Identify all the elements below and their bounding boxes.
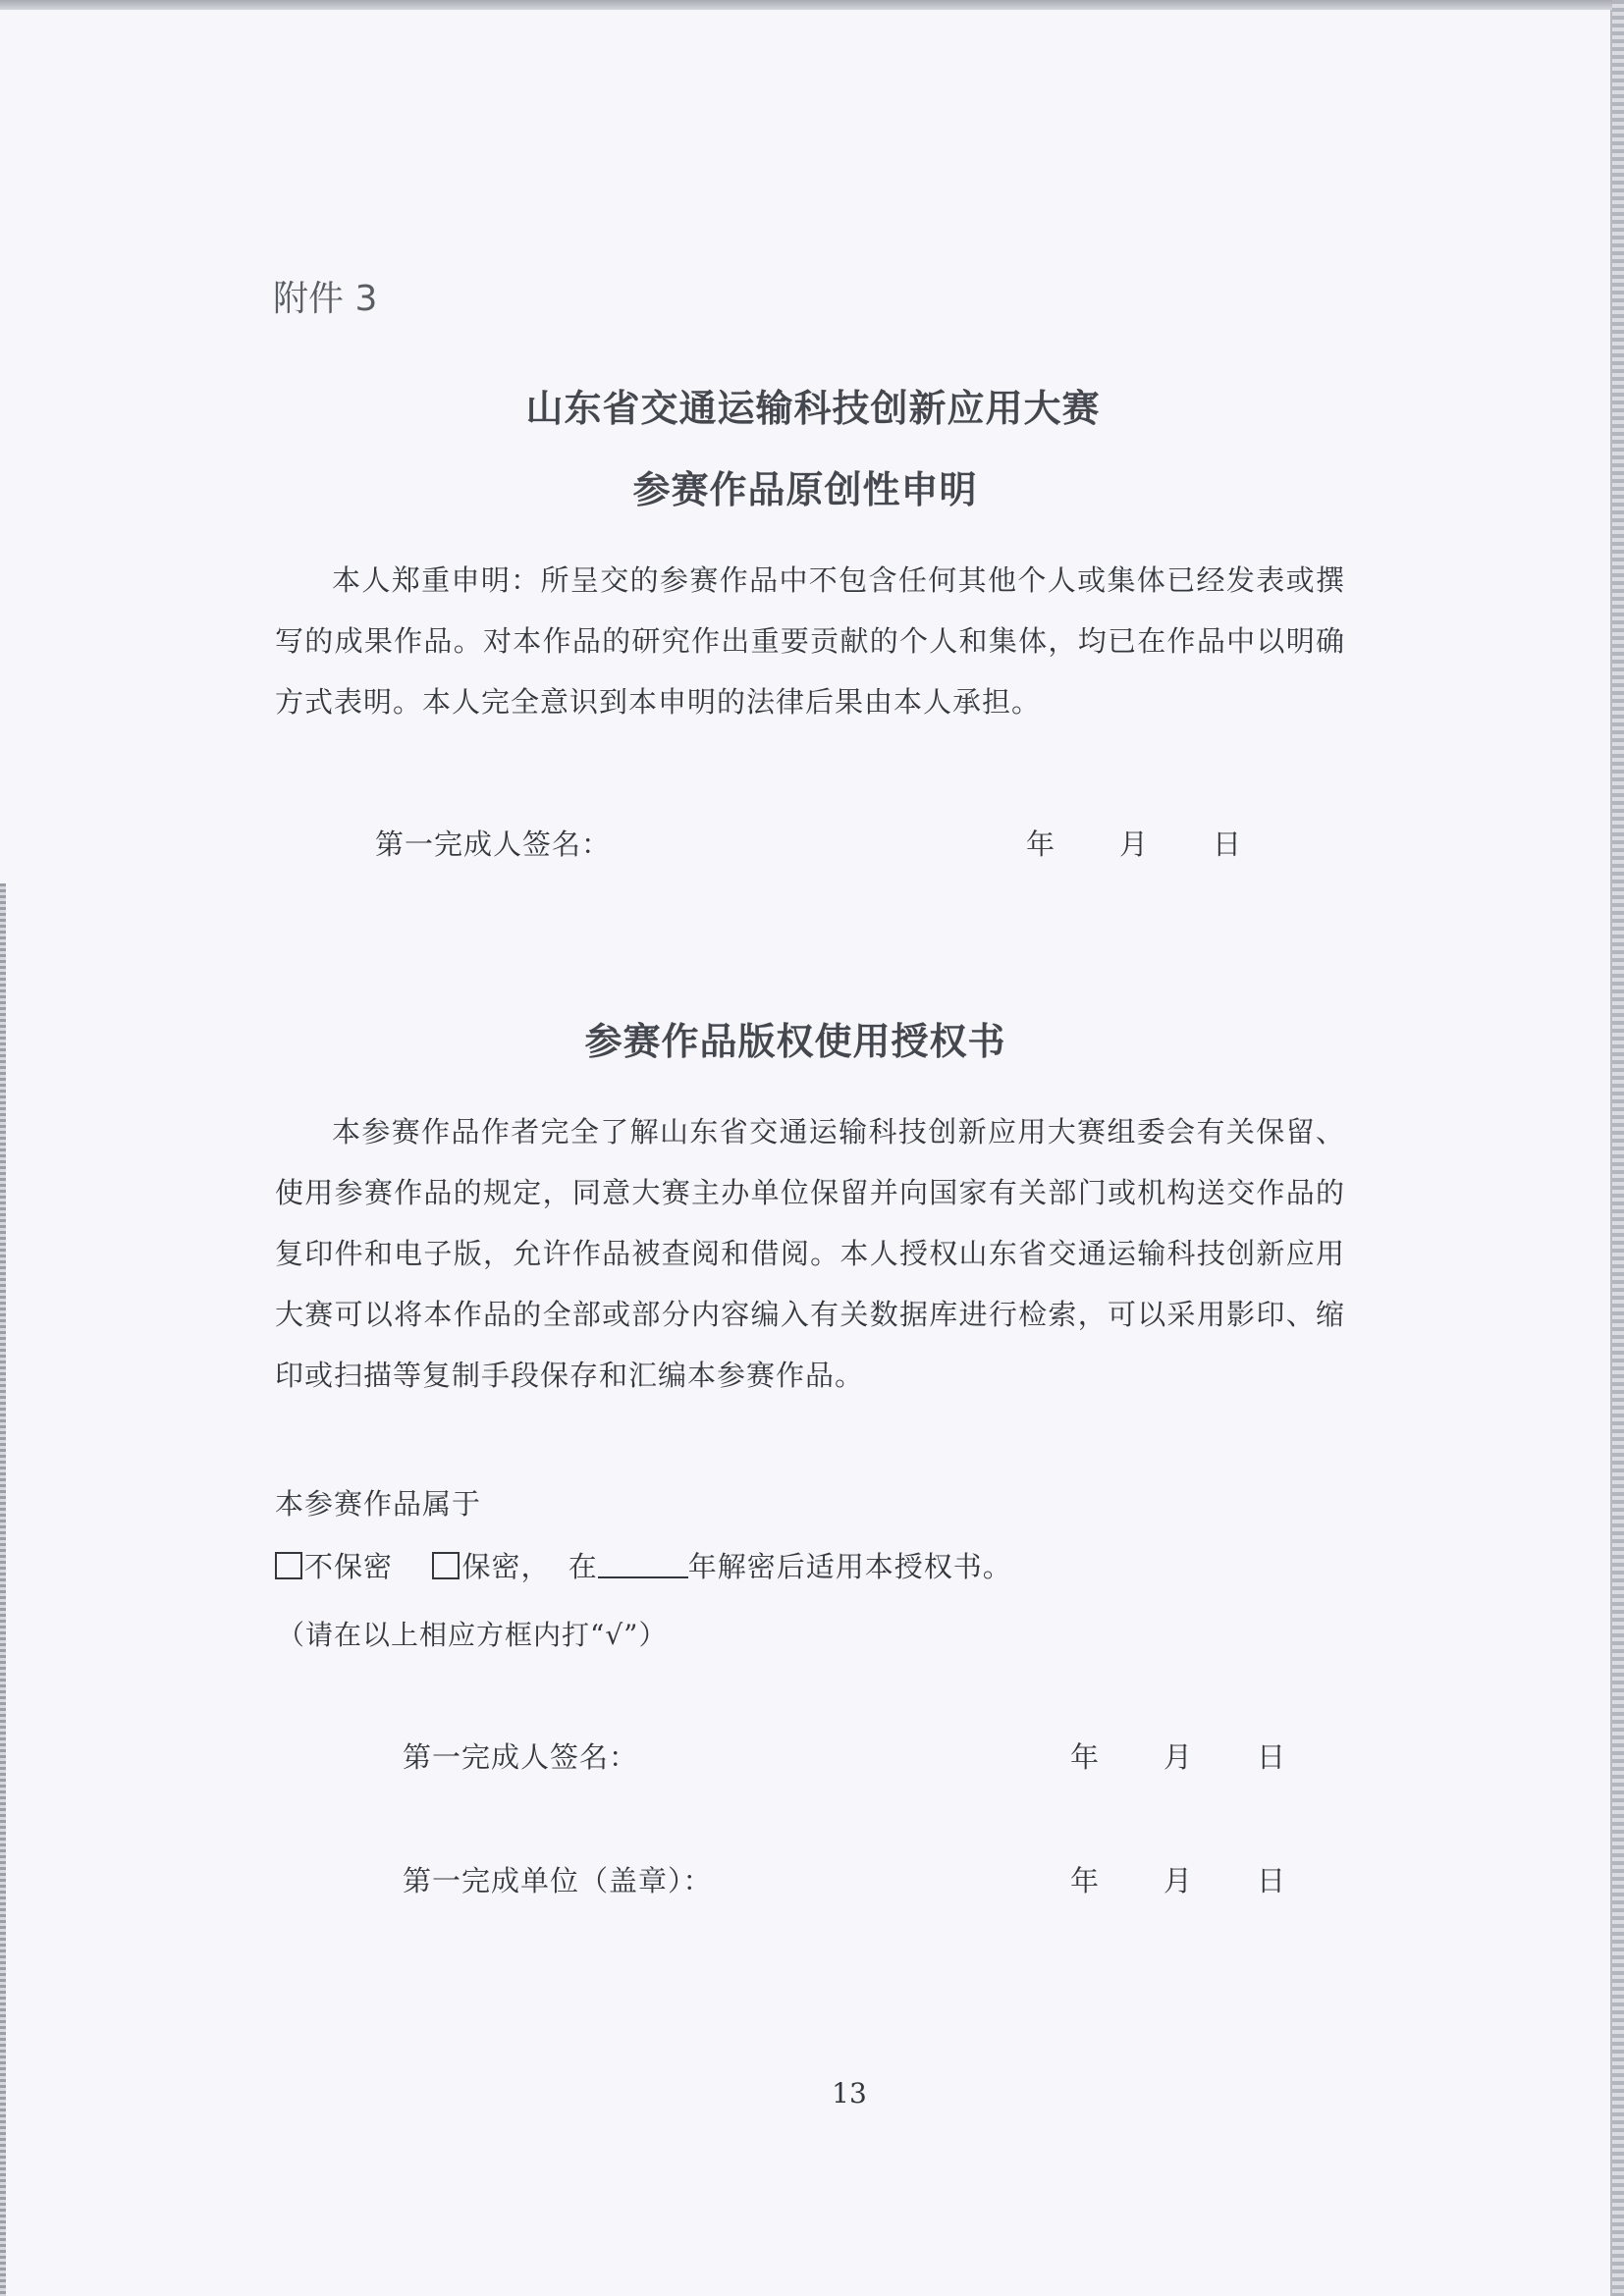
secret-checkbox[interactable] bbox=[432, 1552, 460, 1579]
signature-3-day: 日 bbox=[1257, 1864, 1286, 1897]
copyright-statement: 本参赛作品作者完全了解山东省交通运输科技创新应用大赛组委会有关保留、使用参赛作品的规定，同意大赛主办单位保留并向国家有关部门或机构送交作品的复印件和电子版，允许作品被查阅和借阅。本人授权山东省交通运输科技创新应用大赛可以将本作品的全部或部分内容编入有关数据库进行检索，可以采用影印、缩印或扫描等复制手段保存和汇编本参赛作品。 bbox=[275, 1115, 1345, 1392]
classification-intro: 本参赛作品属于 bbox=[275, 1487, 482, 1521]
secret-prefix: 在 bbox=[568, 1550, 598, 1583]
attachment-label: 附件 3 bbox=[273, 279, 378, 319]
scan-edge-right bbox=[1612, 0, 1624, 2296]
signature-3-year: 年 bbox=[1070, 1864, 1100, 1897]
originality-title: 参赛作品原创性申明 bbox=[632, 468, 978, 511]
signature-1-label: 第一完成人签名： bbox=[375, 828, 612, 861]
signature-2-label: 第一完成人签名： bbox=[403, 1740, 639, 1774]
page-number: 13 bbox=[832, 2077, 867, 2109]
not-secret-checkbox[interactable] bbox=[275, 1552, 302, 1579]
originality-statement: 本人郑重申明：所呈交的参赛作品中不包含任何其他个人或集体已经发表或撰写的成果作品。对本作品的研究作出重要贡献的个人和集体，均已在作品中以明确方式表明。本人完全意识到本申明的法律后果由本人承担。 bbox=[275, 563, 1345, 719]
signature-2-year: 年 bbox=[1070, 1740, 1100, 1774]
copyright-title: 参赛作品版权使用授权书 bbox=[584, 1020, 1006, 1063]
signature-2-day: 日 bbox=[1257, 1740, 1286, 1774]
signature-3-label: 第一完成单位（盖章）： bbox=[403, 1864, 713, 1897]
signature-1-year: 年 bbox=[1026, 828, 1056, 861]
competition-title: 山东省交通运输科技创新应用大赛 bbox=[525, 387, 1101, 430]
signature-1-day: 日 bbox=[1213, 828, 1242, 861]
scan-edge-top bbox=[0, 0, 1624, 10]
secret-label: 保密， bbox=[461, 1550, 551, 1583]
secret-suffix: 年解密后适用本授权书。 bbox=[687, 1550, 1012, 1583]
signature-2-month: 月 bbox=[1164, 1740, 1193, 1774]
signature-3-month: 月 bbox=[1164, 1864, 1193, 1897]
not-secret-label: 不保密 bbox=[304, 1550, 394, 1583]
signature-1-month: 月 bbox=[1119, 828, 1149, 861]
declassify-year-blank[interactable] bbox=[598, 1549, 688, 1578]
checkbox-instruction: （请在以上相应方框内打“√”） bbox=[277, 1619, 668, 1651]
classification-options bbox=[275, 1545, 1012, 1585]
